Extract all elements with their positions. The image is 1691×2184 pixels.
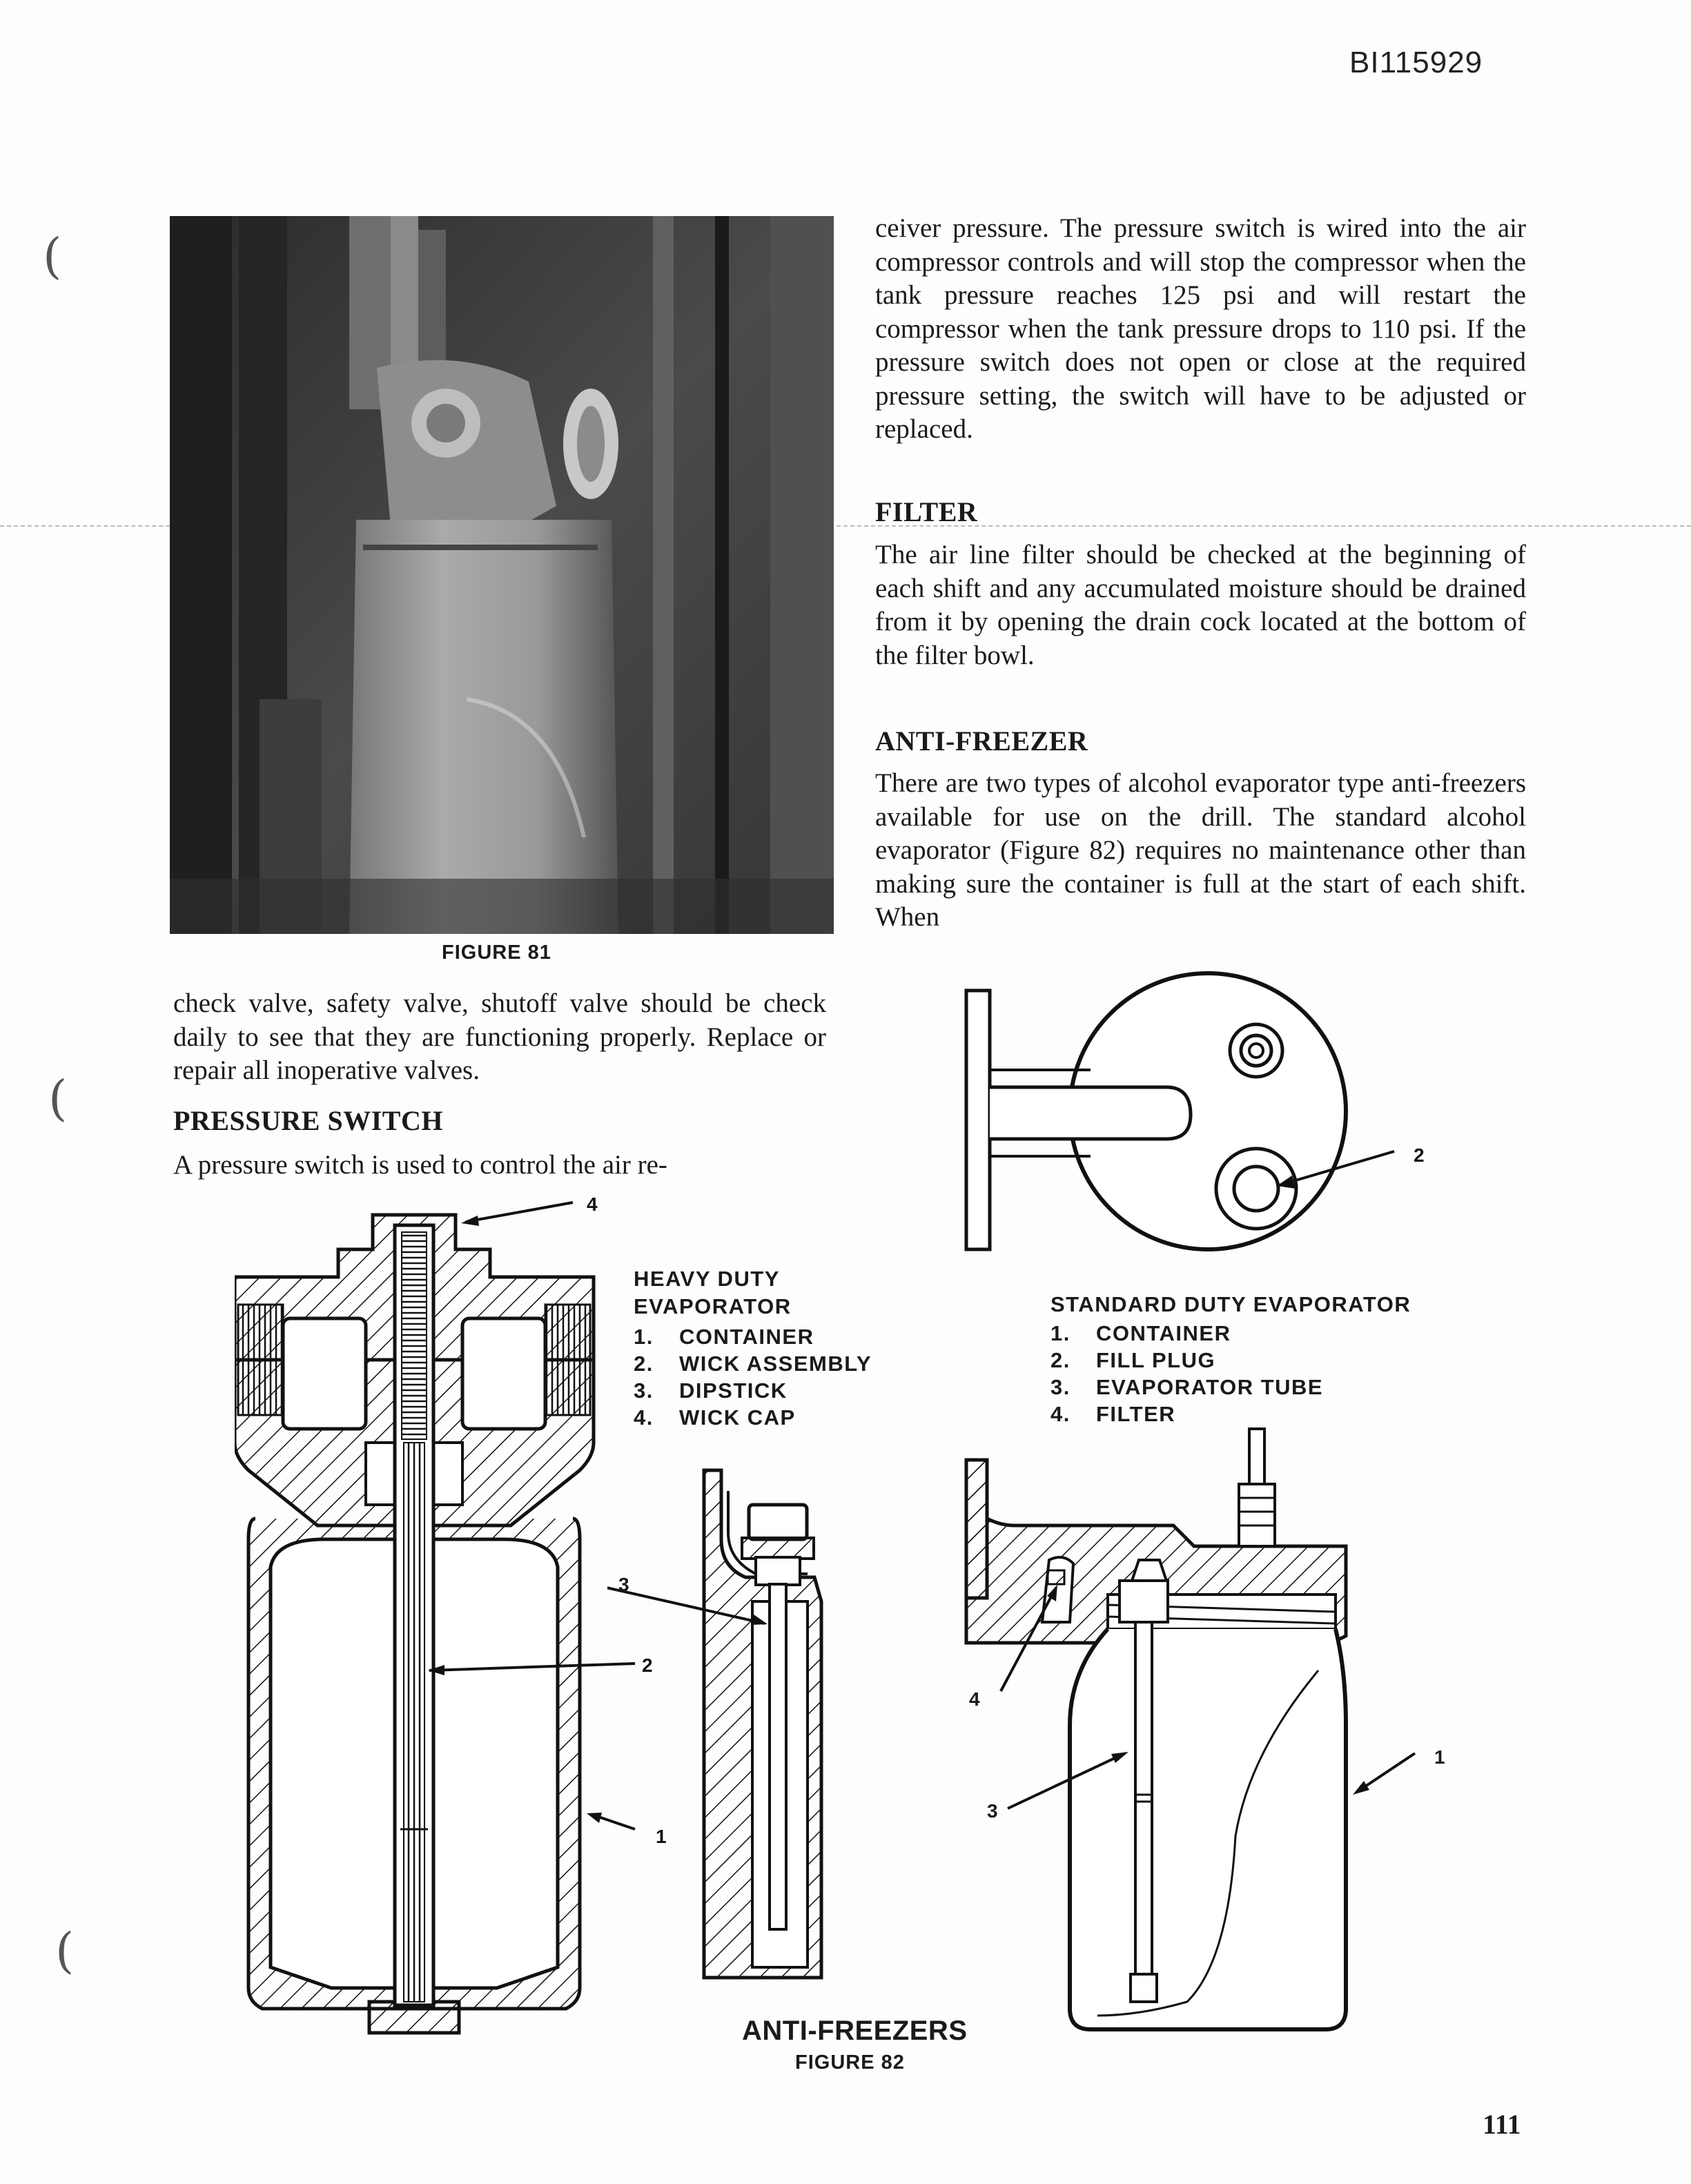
figure-81-caption: FIGURE 81 xyxy=(442,942,551,964)
callout-2: 2 xyxy=(1414,1144,1425,1166)
callout-3: 3 xyxy=(618,1574,629,1595)
binder-hole-mark: ( xyxy=(48,1070,68,1127)
heading-filter: FILTER xyxy=(875,496,978,527)
callout-3: 3 xyxy=(987,1800,998,1822)
figure-82-caption: FIGURE 82 xyxy=(795,2051,905,2074)
heavy-duty-title-line1: HEAVY DUTY xyxy=(634,1267,780,1291)
heading-pressure-switch: PRESSURE SWITCH xyxy=(173,1105,443,1136)
dipstick-drawing xyxy=(607,1463,835,1988)
document-id: BI115929 xyxy=(1349,46,1483,79)
photo-illustration xyxy=(170,216,834,934)
callout-1: 1 xyxy=(656,1826,667,1847)
heading-anti-freezer: ANTI-FREEZER xyxy=(875,725,1088,757)
paragraph-pressure-switch: A pressure switch is used to control the air re- xyxy=(173,1150,667,1180)
heavy-duty-title-line2: EVAPORATOR xyxy=(634,1294,792,1318)
binder-hole-mark: ( xyxy=(55,1922,75,1979)
paragraph-anti-freezer: There are two types of alcohol evaporator type anti-freezers available for use on the drill. The standard alcohol evaporator (Figure 82) requires no maintenance other than making sure the container is full at the start of each shift. When xyxy=(875,768,1526,932)
legend-item: 2. WICK ASSEMBLY xyxy=(634,1352,872,1376)
callout-1: 1 xyxy=(1434,1746,1445,1768)
binder-hole-mark: ( xyxy=(43,228,62,284)
legend-item: 4. WICK CAP xyxy=(634,1405,796,1430)
legend-item: 1. CONTAINER xyxy=(634,1325,814,1349)
callout-2: 2 xyxy=(642,1655,653,1676)
callout-4: 4 xyxy=(969,1688,980,1710)
standard-duty-legend xyxy=(1050,1291,1411,1427)
figure-82-title: ANTI-FREEZERS xyxy=(742,2016,968,2046)
callout-4: 4 xyxy=(587,1194,598,1215)
paragraph-pressure-switch-continued: ceiver pressure. The pressure switch is wired into the air compressor controls and will stop the compressor when the tank pressure reaches 125 psi and will restart the compressor when the tank pressure drops to 110 psi. If the pressure switch does not open or close at the required pressure setting, the switch will have to be adjusted or replaced. xyxy=(875,213,1526,444)
paragraph-filter: The air line filter should be checked at the beginning of each shift and any accumulated moisture should be drained from it by opening the drain cock located at the bottom of the filter bowl. xyxy=(875,540,1526,670)
standard-evaporator-section xyxy=(959,1422,1443,2043)
legend-item: 4. FILTER xyxy=(1050,1402,1176,1426)
standard-duty-title: STANDARD DUTY EVAPORATOR xyxy=(1050,1292,1411,1316)
page-number: 111 xyxy=(1483,2109,1521,2140)
figure-81-photo xyxy=(170,216,834,934)
legend-item: 3. EVAPORATOR TUBE xyxy=(1050,1375,1324,1399)
legend-item: 3. DIPSTICK xyxy=(634,1378,788,1403)
legend-item: 1. CONTAINER xyxy=(1050,1321,1231,1345)
standard-evaporator-top-view xyxy=(952,966,1449,1256)
paragraph-valves: check valve, safety valve, shutoff valve should be check daily to see that they are functioning properly. Replace or repair all inoperative valves. xyxy=(173,988,826,1085)
legend-item: 2. FILL PLUG xyxy=(1050,1348,1216,1372)
